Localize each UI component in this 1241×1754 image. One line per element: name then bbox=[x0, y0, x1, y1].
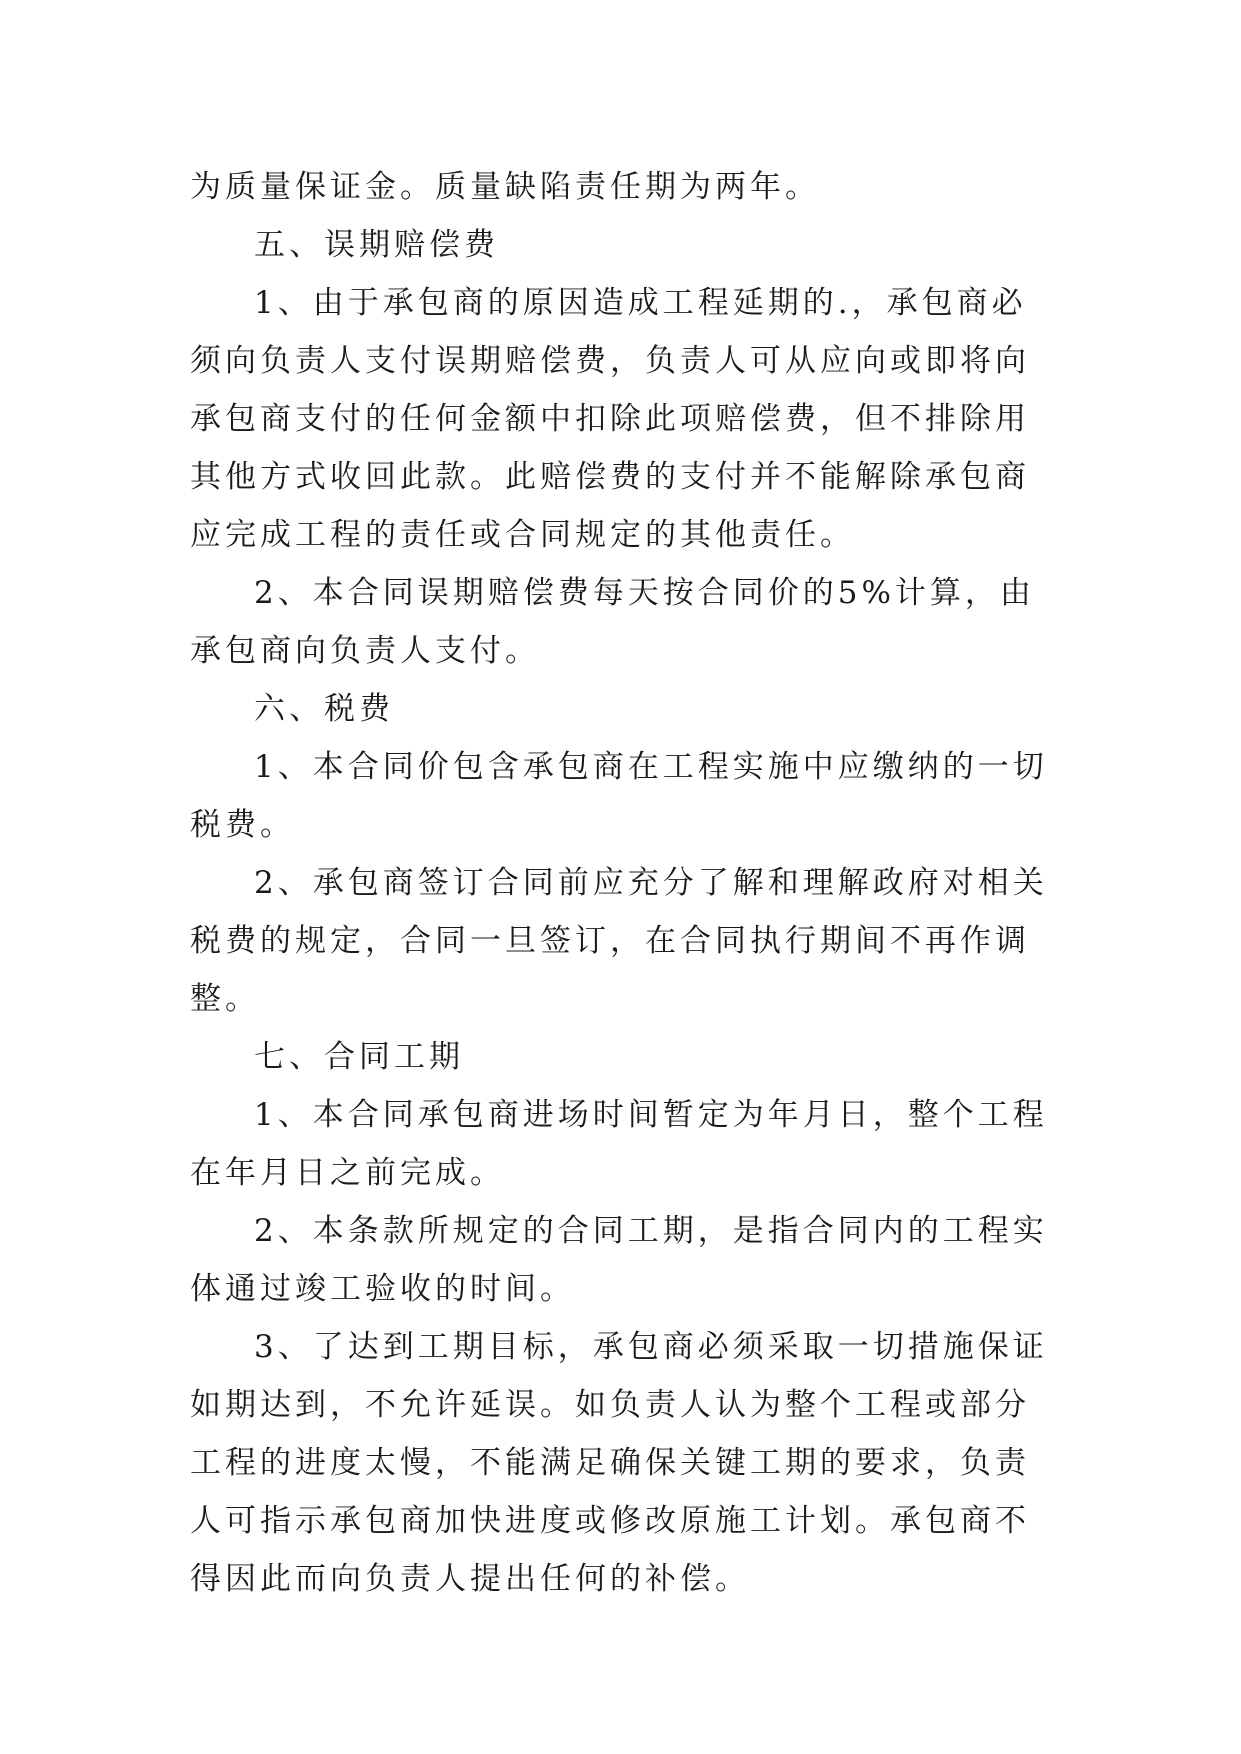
clause-6-2: 2、承包商签订合同前应充分了解和理解政府对相关税费的规定，合同一旦签订，在合同执行期间不再作调整。 bbox=[190, 865, 1048, 1017]
clause-5-1: 1、由于承包商的原因造成工程延期的.，承包商必须向负责人支付误期赔偿费，负责人可从应向或即将向承包商支付的任何金额中扣除此项赔偿费，但不排除用其他方式收回此款。此赔偿费的支付并不能解除承包商应完成工程的责任或合同规定的其他责任。 bbox=[190, 285, 1030, 553]
paragraph-continuation: 为质量保证金。质量缺陷责任期为两年。 bbox=[190, 169, 820, 205]
clause-7-1: 1、本合同承包商进场时间暂定为年月日，整个工程在年月日之前完成。 bbox=[190, 1097, 1048, 1191]
clause-7-2: 2、本条款所规定的合同工期，是指合同内的工程实体通过竣工验收的时间。 bbox=[190, 1213, 1048, 1307]
section-heading-taxes: 六、税费 bbox=[254, 691, 394, 727]
clause-7-3: 3、了达到工期目标，承包商必须采取一切措施保证如期达到，不允许延误。如负责人认为整个工程或部分工程的进度太慢，不能满足确保关键工期的要求，负责人可指示承包商加快进度或修改原施工计划。承包商不得因此而向负责人提出任何的补偿。 bbox=[190, 1329, 1048, 1597]
clause-5-2: 2、本合同误期赔偿费每天按合同价的5%计算，由承包商向负责人支付。 bbox=[190, 575, 1035, 669]
clause-6-1: 1、本合同价包含承包商在工程实施中应缴纳的一切税费。 bbox=[190, 749, 1048, 843]
section-heading-contract-period: 七、合同工期 bbox=[254, 1039, 464, 1075]
section-heading-liquidated-damages: 五、误期赔偿费 bbox=[254, 227, 499, 263]
document-page bbox=[190, 158, 1050, 1608]
